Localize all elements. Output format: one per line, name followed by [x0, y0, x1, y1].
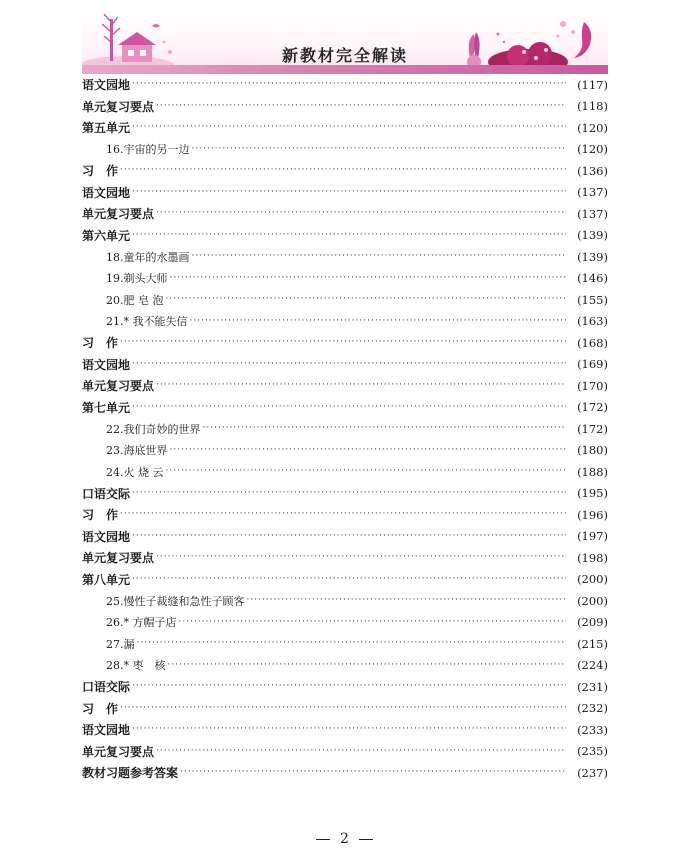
toc-entry — [82, 375, 608, 397]
page-number: 2 — [340, 831, 349, 847]
toc-entry — [82, 182, 608, 204]
toc-entry-page: (146) — [577, 271, 608, 286]
toc-leader-dots — [166, 461, 567, 482]
toc-entry — [82, 741, 608, 763]
toc-leader-dots — [192, 139, 567, 160]
toc-entry-title: 单元复习要点 — [82, 99, 155, 114]
toc-entry-title: 单元复习要点 — [82, 744, 155, 759]
toc-entry-title: 单元复习要点 — [82, 551, 155, 566]
toc-entry-page: (232) — [577, 701, 608, 716]
toc-leader-dots — [156, 96, 566, 117]
toc-entry-title: 28.* 枣 核 — [106, 659, 166, 673]
toc-entry-page: (163) — [577, 314, 608, 329]
toc-leader-dots — [132, 354, 566, 375]
toc-entry-page: (233) — [577, 722, 608, 737]
toc-entry — [82, 74, 608, 96]
toc-subentry — [82, 311, 608, 333]
toc-entry-title: 语文园地 — [82, 357, 131, 372]
toc-entry-page: (195) — [577, 486, 608, 501]
toc-leader-dots — [247, 590, 567, 611]
toc-entry-title: 第六单元 — [82, 228, 131, 243]
toc-subentry — [82, 418, 608, 440]
toc-entry-page: (168) — [577, 335, 608, 350]
toc-entry-page: (170) — [577, 378, 608, 393]
toc-entry-page: (120) — [577, 142, 608, 157]
toc-leader-dots — [120, 332, 566, 353]
toc-entry — [82, 569, 608, 591]
toc-entry-title: 第八单元 — [82, 572, 131, 587]
toc-entry-title: 单元复习要点 — [82, 379, 155, 394]
toc-entry — [82, 225, 608, 247]
toc-entry-title: 19.剃头大师 — [106, 272, 168, 286]
toc-entry-title: 第七单元 — [82, 400, 131, 415]
toc-entry — [82, 397, 608, 419]
toc-entry — [82, 698, 608, 720]
toc-leader-dots — [203, 418, 567, 439]
toc-entry-title: 16.宇宙的另一边 — [106, 143, 190, 157]
page-footer — [0, 831, 689, 847]
toc-entry-title: 18.童年的水墨画 — [106, 250, 190, 264]
toc-leader-dots — [132, 117, 566, 138]
toc-leader-dots — [156, 203, 566, 224]
toc-leader-dots — [180, 762, 566, 783]
toc-entry-title: 23.海底世界 — [106, 444, 168, 458]
toc-entry-page: (235) — [577, 744, 608, 759]
toc-entry — [82, 719, 608, 741]
toc-entry-page: (139) — [577, 249, 608, 264]
toc-leader-dots — [132, 74, 566, 95]
toc-entry-page: (172) — [577, 421, 608, 436]
toc-entry-title: 习 作 — [82, 508, 119, 523]
toc-subentry — [82, 590, 608, 612]
toc-entry — [82, 203, 608, 225]
toc-entry — [82, 332, 608, 354]
toc-entry-page: (188) — [577, 464, 608, 479]
toc-subentry — [82, 289, 608, 311]
toc-entry — [82, 547, 608, 569]
toc-entry-page: (155) — [577, 292, 608, 307]
toc-entry-page: (137) — [577, 206, 608, 221]
toc-entry-title: 第五单元 — [82, 121, 131, 136]
toc-leader-dots — [137, 633, 567, 654]
toc-subentry — [82, 440, 608, 462]
toc-subentry — [82, 655, 608, 677]
toc-entry — [82, 160, 608, 182]
toc-leader-dots — [132, 182, 566, 203]
toc-subentry — [82, 139, 608, 161]
toc-entry-title: 22.我们奇妙的世界 — [106, 422, 201, 436]
toc-entry — [82, 762, 608, 784]
toc-entry-page: (215) — [577, 636, 608, 651]
toc-entry-title: 习 作 — [82, 701, 119, 716]
toc-subentry — [82, 633, 608, 655]
toc-entry-title: 口语交际 — [82, 486, 131, 501]
toc-entry-page: (118) — [577, 99, 608, 114]
toc-entry-title: 语文园地 — [82, 529, 131, 544]
toc-entry-page: (137) — [577, 185, 608, 200]
toc-leader-dots — [132, 397, 566, 418]
toc-leader-dots — [166, 289, 567, 310]
toc-entry-page: (139) — [577, 228, 608, 243]
toc-entry-title: 口语交际 — [82, 680, 131, 695]
toc-leader-dots — [132, 719, 566, 740]
toc-entry-page: (196) — [577, 507, 608, 522]
toc-leader-dots — [192, 246, 567, 267]
toc-leader-dots — [156, 375, 566, 396]
page-header — [82, 12, 608, 74]
toc-entry-page: (198) — [577, 550, 608, 565]
toc-entry — [82, 117, 608, 139]
toc-leader-dots — [132, 569, 566, 590]
toc-entry-page: (231) — [577, 679, 608, 694]
toc-subentry — [82, 461, 608, 483]
toc-entry — [82, 483, 608, 505]
toc-entry-title: 教材习题参考答案 — [82, 766, 179, 781]
toc-leader-dots — [120, 698, 566, 719]
toc-entry-page: (224) — [577, 658, 608, 673]
toc-entry — [82, 676, 608, 698]
toc-entry-page: (237) — [577, 765, 608, 780]
toc-leader-dots — [179, 612, 567, 633]
toc-leader-dots — [156, 741, 566, 762]
toc-entry-page: (120) — [577, 120, 608, 135]
toc-entry-title: 27.漏 — [106, 637, 135, 651]
toc-entry-title: 26.* 方帽子店 — [106, 616, 177, 630]
toc-entry-page: (197) — [577, 529, 608, 544]
toc-entry-title: 语文园地 — [82, 723, 131, 738]
book-title: 新教材完全解读 — [281, 46, 408, 65]
toc-subentry — [82, 268, 608, 290]
toc-entry-title: 语文园地 — [82, 185, 131, 200]
toc-leader-dots — [190, 311, 567, 332]
toc-leader-dots — [132, 483, 566, 504]
toc-leader-dots — [132, 526, 566, 547]
toc-entry — [82, 526, 608, 548]
toc-entry-page: (117) — [577, 77, 608, 92]
toc-leader-dots — [170, 440, 567, 461]
toc-entry-page: (172) — [577, 400, 608, 415]
toc-entry-title: 语文园地 — [82, 78, 131, 93]
toc-entry-title: 20.肥 皂 泡 — [106, 293, 164, 307]
header-band — [82, 65, 608, 74]
toc-leader-dots — [120, 160, 566, 181]
toc-leader-dots — [156, 547, 566, 568]
toc-entry-title: 习 作 — [82, 336, 119, 351]
toc-entry-title: 单元复习要点 — [82, 207, 155, 222]
toc-entry-page: (169) — [577, 357, 608, 372]
toc-entry — [82, 354, 608, 376]
toc-entry-page: (209) — [577, 615, 608, 630]
toc-leader-dots — [132, 676, 566, 697]
toc-entry-page: (136) — [577, 163, 608, 178]
toc-entry-title: 25.慢性子裁缝和急性子顾客 — [106, 594, 245, 608]
toc-entry — [82, 96, 608, 118]
toc-subentry — [82, 246, 608, 268]
toc-leader-dots — [170, 268, 567, 289]
toc-entry — [82, 504, 608, 526]
table-of-contents — [82, 74, 608, 784]
toc-entry-page: (180) — [577, 443, 608, 458]
toc-leader-dots — [120, 504, 566, 525]
toc-subentry — [82, 612, 608, 634]
footer-dash-right — [359, 839, 373, 840]
toc-entry-title: 习 作 — [82, 164, 119, 179]
toc-entry-page: (200) — [577, 593, 608, 608]
footer-dash-left — [316, 839, 330, 840]
toc-entry-title: 21.* 我不能失信 — [106, 315, 188, 329]
toc-leader-dots — [132, 225, 566, 246]
toc-leader-dots — [168, 655, 567, 676]
toc-entry-page: (200) — [577, 572, 608, 587]
toc-entry-title: 24.火 烧 云 — [106, 465, 164, 479]
